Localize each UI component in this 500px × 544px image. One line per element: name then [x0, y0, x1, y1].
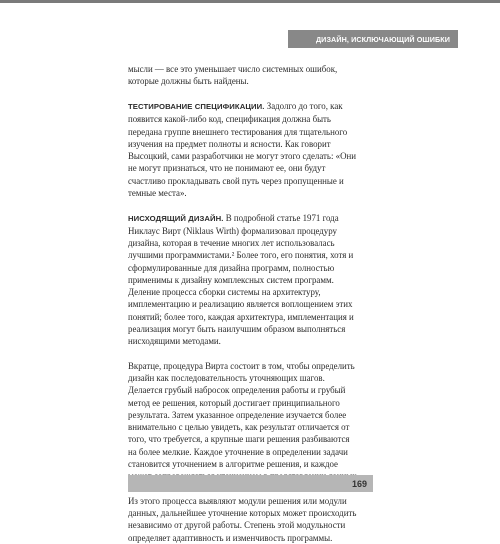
- paragraph-3-lead: НИСХОДЯЩИЙ ДИЗАЙН.: [128, 213, 224, 223]
- paragraph-2-text: Задолго до того, как появится какой-либо код, спецификация должна быть передана группе внешнего тестирования для тщательного изучения на предмет полноты и ясности. Как говорит Высоцкий, сами разработчики не могут этого сделать: «Они не могут признаться, что не понимают ее, они будут счастливо прокладывать свой путь через пропущенные и темные места».: [128, 101, 357, 198]
- paragraph-4: [128, 360, 360, 483]
- top-rule: [0, 0, 500, 3]
- paragraph-4-text: Вкратце, процедура Вирта состоит в том, чтобы определить дизайн как последовательность уточняющих шагов. Делается грубый набросок определения работы и грубый метод ее решения, который достигает принципиального результата. Затем указанное определение изучается более внимательно с целью увидеть, как результат отличается от того, что требуется, а крупные шаги решения разбиваются на более мелкие. Каждое уточнение в определении задачи становится уточнением в алгоритме решения, и каждое: [128, 360, 355, 469]
- paragraph-2-lead: ТЕСТИРОВАНИЕ СПЕЦИФИКАЦИИ.: [128, 102, 265, 111]
- paragraph-3: [128, 212, 360, 348]
- paragraph-1: [128, 63, 360, 88]
- paragraph-5: [128, 495, 360, 544]
- page-footer: [128, 475, 373, 492]
- page-number: 169: [351, 478, 367, 489]
- page-body: [128, 63, 360, 544]
- running-header-title: ДИЗАЙН, ИСКЛЮЧАЮЩИЙ ОШИБКИ: [315, 34, 450, 44]
- paragraph-2: [128, 100, 360, 199]
- paragraph-5-text: Из этого процесса выявляют модули решения или модули данных, дальнейшее уточнение которых может происходить независимо от другой работы. Степень этой модульности определяет адаптивность и изменчивость программы.: [128, 495, 357, 543]
- running-header: [288, 30, 458, 48]
- paragraph-3-text: В подробной статье 1971 года Никлаус Вирт (Niklaus Wirth) формализовал процедуру дизайна, которая в течение многих лет использовалась лучшими программистами.² Более того, его понятия, хотя и сформулированные для дизайна программ, полностью применимы к дизайну комплексных систем программ. Деление процесса сборки системы на архитектуру, имплементацию и реализацию является воплощением этих понятий; более того, каждая архитектура, имплементация и реализация могут быть наилучшим образом выполняться нисходящими методами.: [128, 212, 354, 346]
- paragraph-1-text: мысли — все это уменьшает число системных ошибок, которые должны быть найдены.: [128, 64, 338, 87]
